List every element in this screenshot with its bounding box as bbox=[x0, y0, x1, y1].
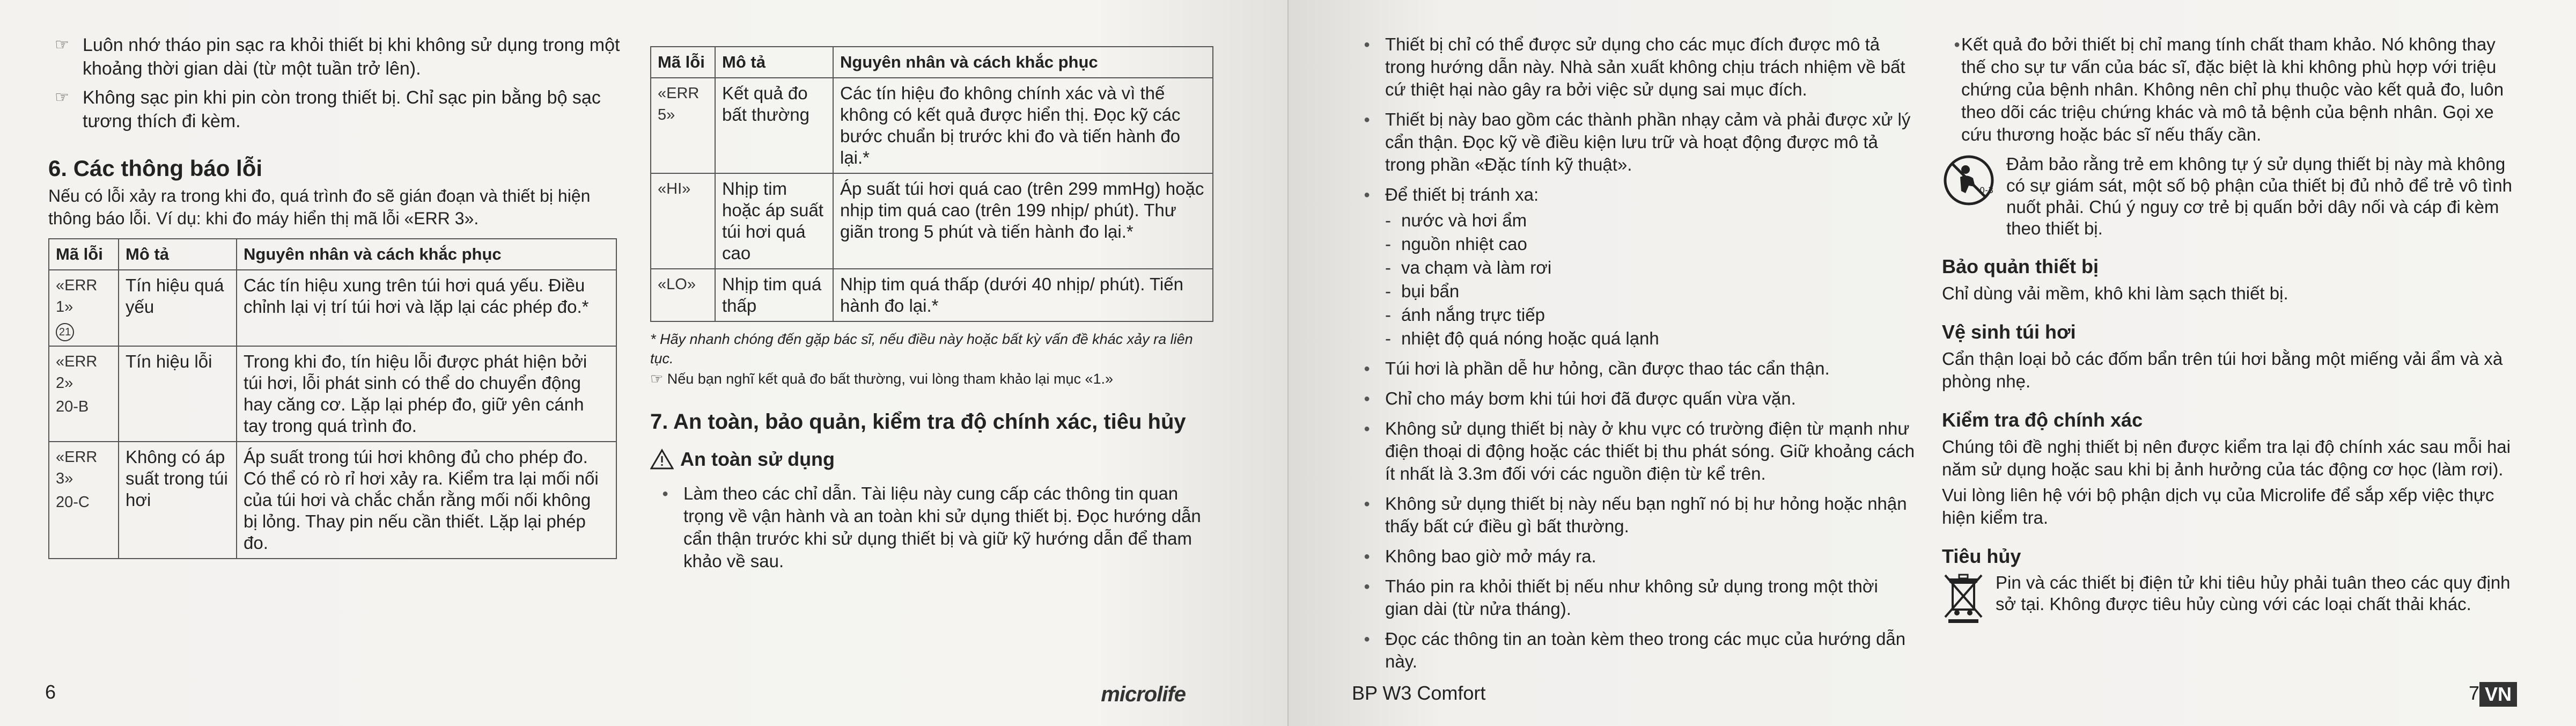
error-desc: Tín hiệu lỗi bbox=[119, 346, 237, 442]
table-row bbox=[49, 346, 616, 442]
left-column bbox=[48, 33, 622, 559]
note-2: ☞ Không sạc pin khi pin còn trong thiết bị. Chỉ sạc pin bằng bộ sạc tương thích đi kèm. bbox=[48, 86, 622, 133]
avoid-list bbox=[1385, 209, 1915, 350]
list-item: ● Kết quả đo bởi thiết bị chỉ mang tính chất tham khảo. Nó không thay thế cho sự tư vấn của bác sĩ, đặc biệt là khi không phù hợp với triệu chứng của bệnh nhân. Không nên chỉ phụ thuộc vào kết quả đo, luôn theo dõi các triệu chứng khác và mô tả bệnh của bệnh nhân. Gọi xe cứu thương hoặc bác sĩ nếu thấy cần. bbox=[1942, 33, 2522, 146]
table-row bbox=[651, 78, 1213, 173]
table-row bbox=[651, 173, 1213, 269]
error-code: «ERR 5» bbox=[651, 78, 715, 173]
avoid-item: - bụi bẩn bbox=[1385, 280, 1915, 303]
table-row bbox=[49, 442, 616, 559]
avoid-item: - nguồn nhiệt cao bbox=[1385, 233, 1915, 255]
figure-ref: 21 bbox=[56, 323, 74, 341]
table-header-row bbox=[49, 239, 616, 270]
reference-list bbox=[1942, 33, 2522, 146]
error-cause: Áp suất trong túi hơi không đủ cho phép đo. Có thể có rò rỉ hơi xảy ra. Kiểm tra lại mối nối của túi hơi và chắc chắn rằng mối nối không bị lỏng. Thay pin nếu cần thiết. Lặp lại phép đo. bbox=[237, 442, 616, 559]
table-row bbox=[49, 270, 616, 346]
right-column bbox=[650, 46, 1213, 580]
header-desc: Mô tả bbox=[119, 239, 237, 270]
header-code: Mã lỗi bbox=[49, 239, 119, 270]
avoid-item: - nước và hơi ẩm bbox=[1385, 209, 1915, 232]
brand-logo: microlife bbox=[1101, 683, 1186, 706]
avoid-item: - ánh nắng trực tiếp bbox=[1385, 304, 1915, 326]
error-cause: Nhịp tim quá thấp (dưới 40 nhịp/ phút). Tiến hành đo lại.* bbox=[833, 269, 1213, 321]
figure-ref: 20-C bbox=[56, 494, 90, 511]
error-table-2 bbox=[650, 46, 1213, 322]
page-number-right: 7 bbox=[2468, 682, 2479, 704]
error-desc: Kết quả đo bất thường bbox=[715, 78, 833, 173]
model-name: BP W3 Comfort bbox=[1352, 682, 1486, 704]
error-code-cell bbox=[49, 270, 119, 346]
avoid-item: - nhiệt độ quá nóng hoặc quá lạnh bbox=[1385, 327, 1915, 350]
figure-ref: 20-B bbox=[56, 398, 89, 415]
header-cause: Nguyên nhân và cách khắc phục bbox=[833, 47, 1213, 78]
header-desc: Mô tả bbox=[715, 47, 833, 78]
table-header-row bbox=[651, 47, 1213, 78]
error-code: «HI» bbox=[651, 173, 715, 269]
header-code: Mã lỗi bbox=[651, 47, 715, 78]
list-item: ● Không bao giờ mở máy ra. bbox=[1352, 545, 1915, 568]
accuracy-text: Chúng tôi đề nghị thiết bị nên được kiểm tra lại độ chính xác sau mỗi hai năm sử dụng hoặc sau khi bị ảnh hưởng của tác động cơ học (làm rơi). bbox=[1942, 437, 2511, 479]
child-warning bbox=[1942, 153, 2522, 239]
pointing-hand-icon: ☞ bbox=[650, 371, 667, 387]
storage-text: Chỉ dùng vải mềm, khô khi làm sạch thiết bị. bbox=[1942, 283, 2288, 303]
error-cause: Các tín hiệu xung trên túi hơi quá yếu. Điều chỉnh lại vị trí túi hơi và lặp lại các phép đo.* bbox=[237, 270, 616, 346]
footnote-reference: ☞ Nếu bạn nghĩ kết quả đo bất thường, vui lòng tham khảo lại mục «1.» bbox=[650, 371, 1114, 387]
accuracy-text-2: Vui lòng liên hệ với bộ phận dịch vụ của Microlife để sắp xếp việc thực hiện kiểm tra. bbox=[1942, 485, 2494, 527]
safety-list bbox=[650, 482, 1213, 573]
error-code-cell bbox=[49, 442, 119, 559]
table-row bbox=[651, 269, 1213, 321]
error-code: «ERR 3» bbox=[56, 449, 98, 487]
error-code: «ERR 1» bbox=[56, 277, 98, 316]
no-children-icon bbox=[1942, 153, 1996, 207]
error-desc: Nhịp tim hoặc áp suất túi hơi quá cao bbox=[715, 173, 833, 269]
list-item: ● Thiết bị chỉ có thể được sử dụng cho các mục đích được mô tả trong hướng dẫn này. Nhà sản xuất không chịu trách nhiệm về bất cứ thiệt hại nào gây ra bởi việc sử dụng sai mục đích. bbox=[1352, 33, 1915, 101]
page-number-left: 6 bbox=[45, 681, 56, 703]
crossed-bin-icon bbox=[1942, 572, 1985, 624]
list-item: ● Túi hơi là phần dễ hư hỏng, cần được thao tác cẩn thận. bbox=[1352, 357, 1915, 380]
warning-triangle-icon bbox=[650, 449, 674, 470]
cuff-cleaning-text: Cẩn thận loại bỏ các đốm bẩn trên túi hơi bằng một miếng vải ẩm và xà phòng nhẹ. bbox=[1942, 349, 2503, 391]
safety-heading-label: An toàn sử dụng bbox=[680, 448, 835, 470]
cuff-cleaning-title: Vệ sinh túi hơi bbox=[1942, 321, 2076, 343]
note-1: ☞ Luôn nhớ tháo pin sạc ra khỏi thiết bị khi không sử dụng trong một khoảng thời gian dài (từ một tuần trở lên). bbox=[48, 33, 622, 80]
list-item: ● Tháo pin ra khỏi thiết bị nếu như không sử dụng trong một thời gian dài (từ nửa tháng). bbox=[1352, 575, 1915, 620]
section-6-intro: Nếu có lỗi xảy ra trong khi đo, quá trình đo sẽ gián đoạn và thiết bị hiện thông báo lỗi. Ví dụ: khi đo máy hiển thị mã lỗi «ERR 3». bbox=[48, 186, 591, 228]
error-cause: Áp suất túi hơi quá cao (trên 299 mmHg) hoặc nhịp tim quá cao (trên 199 nhịp/ phút). Thư giãn trong 5 phút và tiến hành đo lại.* bbox=[833, 173, 1213, 269]
list-item: ● Đọc các thông tin an toàn kèm theo trong các mục của hướng dẫn này. bbox=[1352, 628, 1915, 673]
language-badge: VN bbox=[2479, 682, 2517, 707]
error-code: «ERR 2» bbox=[56, 353, 98, 392]
section-6-title: 6. Các thông báo lỗi bbox=[48, 156, 263, 181]
error-cause: Trong khi đo, tín hiệu lỗi được phát hiện bởi túi hơi, lỗi phát sinh có thể do chuyển động hay căng cơ. Lặp lại phép đo, giữ yên cánh tay trong quá trình đo. bbox=[237, 346, 616, 442]
footnote-asterisk: * Hãy nhanh chóng đến gặp bác sĩ, nếu điều này hoặc bất kỳ vấn đề khác xảy ra liên tục. bbox=[650, 331, 1193, 366]
right-page-column-2 bbox=[1942, 33, 2522, 624]
list-item: ● Thiết bị này bao gồm các thành phần nhạy cảm và phải được xử lý cẩn thận. Đọc kỹ về điều kiện lưu trữ và hoạt động được mô tả trong phần «Đặc tính kỹ thuật». bbox=[1352, 108, 1915, 176]
child-warning-text: Đảm bảo rằng trẻ em không tự ý sử dụng thiết bị này mà không có sự giám sát, một số bộ phận của thiết bị đủ nhỏ để trẻ vô tình nuốt phải. Chú ý nguy cơ trẻ bị quấn bởi dây nối và cáp đi kèm theo thiết bị. bbox=[2006, 154, 2512, 238]
list-item: ● Chỉ cho máy bơm khi túi hơi đã được quấn vừa vặn. bbox=[1352, 387, 1915, 410]
right-page bbox=[1289, 0, 2576, 726]
disposal-title: Tiêu hủy bbox=[1942, 545, 2021, 567]
error-desc: Tín hiệu quá yếu bbox=[119, 270, 237, 346]
storage-title: Bảo quản thiết bị bbox=[1942, 255, 2099, 277]
error-table-1 bbox=[48, 238, 617, 559]
error-code-cell bbox=[49, 346, 119, 442]
safety-heading bbox=[650, 448, 1213, 471]
list-item: ● Làm theo các chỉ dẫn. Tài liệu này cung cấp các thông tin quan trọng về vận hành và an toàn khi sử dụng thiết bị. Đọc hướng dẫn cẩn thận trước khi sử dụng thiết bị và giữ kỹ hướng dẫn để tham khảo về sau. bbox=[650, 482, 1213, 573]
disposal-text: Pin và các thiết bị điện tử khi tiêu hủy phải tuân theo các quy định sở tại. Không được tiêu hủy cùng với các loại chất thải khác. bbox=[1996, 573, 2511, 614]
list-item: ● Không sử dụng thiết bị này ở khu vực có trường điện từ mạnh như điện thoại di động hoặc các thiết bị thu phát sóng. Giữ khoảng cách ít nhất là 3.3m đối với các nguồn điện từ kể trên. bbox=[1352, 417, 1915, 485]
list-item: ● Để thiết bị tránh xa: - nước và hơi ẩm - nguồn nhiệt cao - va chạm và làm rơi - bụi bẩn - ánh nắng trực tiếp - nhiệt độ quá nóng hoặc quá lạnh bbox=[1352, 184, 1915, 350]
disposal-row bbox=[1942, 572, 2522, 624]
error-desc: Nhịp tim quá thấp bbox=[715, 269, 833, 321]
right-page-column-1 bbox=[1352, 33, 1915, 680]
list-item: ● Không sử dụng thiết bị này nếu bạn nghĩ nó bị hư hỏng hoặc nhận thấy bất cứ điều gì bất thường. bbox=[1352, 493, 1915, 538]
error-desc: Không có áp suất trong túi hơi bbox=[119, 442, 237, 559]
error-code: «LO» bbox=[651, 269, 715, 321]
left-page bbox=[0, 0, 1287, 726]
avoid-item: - va chạm và làm rơi bbox=[1385, 256, 1915, 279]
header-cause: Nguyên nhân và cách khắc phục bbox=[237, 239, 616, 270]
safety-list-continued bbox=[1352, 33, 1915, 673]
error-cause: Các tín hiệu đo không chính xác và vì thế không có kết quả được hiển thị. Đọc kỹ các bước chuẩn bị trước khi đo và tiến hành đo lại.* bbox=[833, 78, 1213, 173]
section-7-title: 7. An toàn, bảo quản, kiểm tra độ chính xác, tiêu hủy bbox=[650, 410, 1186, 434]
accuracy-title: Kiểm tra độ chính xác bbox=[1942, 409, 2143, 431]
age-label: 0-3 bbox=[1979, 185, 1994, 195]
